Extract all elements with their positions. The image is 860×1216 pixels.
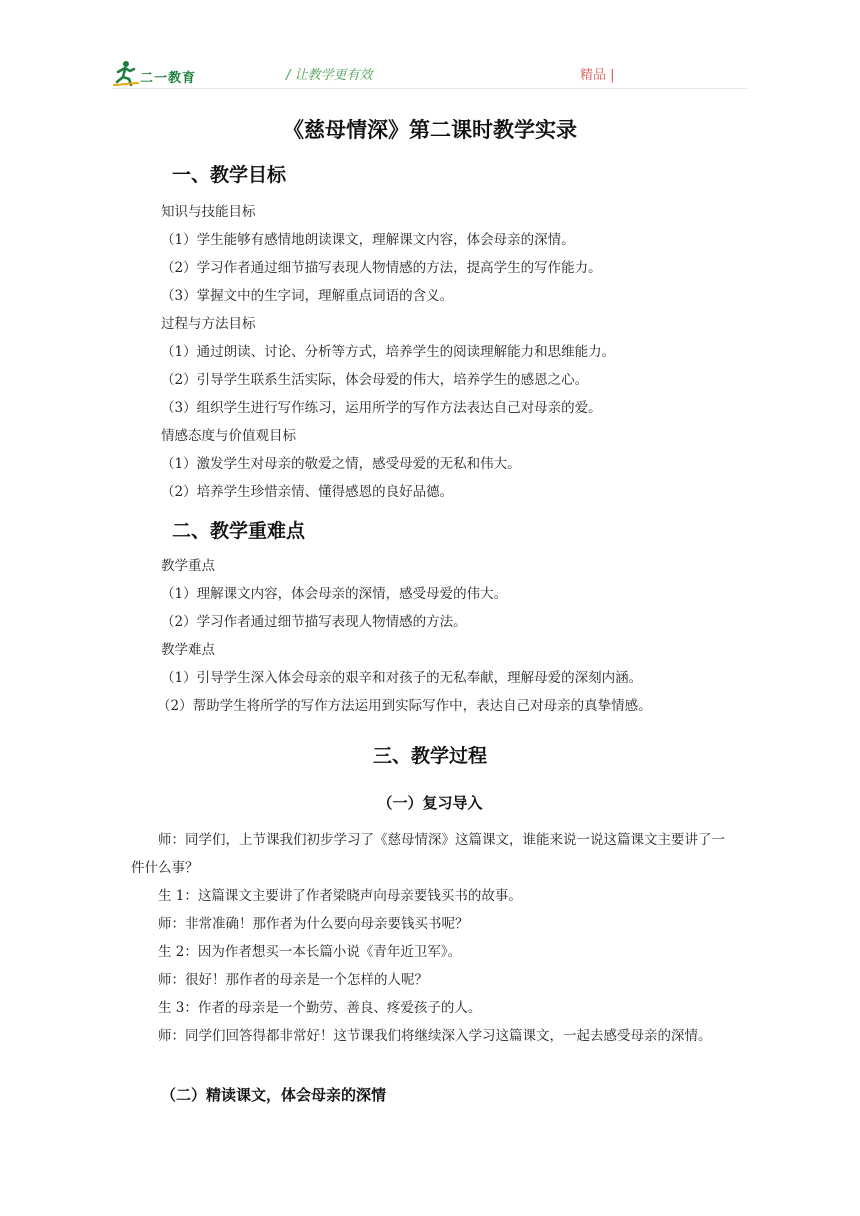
section-heading-process: 三、教学过程 bbox=[372, 745, 487, 767]
dialogue-line: 师：同学们，上节课我们初步学习了《慈母情深》这篇课文，谁能来说一说这篇课文主要讲了一件什么事？ bbox=[131, 832, 725, 876]
list-item: （1）激发学生对母亲的敬爱之情，感受母爱的无私和伟大。 bbox=[161, 456, 521, 472]
brand-logo bbox=[112, 58, 208, 88]
list-item: （3）组织学生进行写作练习，运用所学的写作方法表达自己对母亲的爱。 bbox=[161, 400, 602, 416]
subheading-knowledge: 知识与技能目标 bbox=[161, 204, 256, 220]
list-item: （3）掌握文中的生字词，理解重点词语的含义。 bbox=[161, 288, 454, 304]
dialogue-line: 师：非常准确！那作者为什么要向母亲要钱买书呢？ bbox=[158, 916, 469, 932]
header-divider bbox=[112, 88, 748, 89]
dialogue-line: 生 3：作者的母亲是一个勤劳、善良、疼爱孩子的人。 bbox=[158, 1000, 482, 1016]
runner-icon bbox=[112, 58, 142, 88]
list-item: （2）帮助学生将所学的写作方法运用到实际写作中，表达自己对母亲的真挚情感。 bbox=[157, 698, 652, 714]
list-item: （2）引导学生联系生活实际，体会母爱的伟大，培养学生的感恩之心。 bbox=[161, 372, 589, 388]
dialogue-line: 师：同学们回答得都非常好！这节课我们将继续深入学习这篇课文，一起去感受母亲的深情。 bbox=[158, 1028, 712, 1044]
subheading-process: 过程与方法目标 bbox=[161, 316, 256, 332]
subheading-difficult: 教学难点 bbox=[161, 642, 215, 658]
subheading-key: 教学重点 bbox=[161, 558, 215, 574]
list-item: （2）学习作者通过细节描写表现人物情感的方法，提高学生的写作能力。 bbox=[161, 260, 602, 276]
dialogue-line: 生 2：因为作者想买一本长篇小说《青年近卫军》。 bbox=[158, 944, 462, 960]
list-item: （1）引导学生深入体会母亲的艰辛和对孩子的无私奉献，理解母爱的深刻内涵。 bbox=[161, 670, 643, 686]
list-item: （2）培养学生珍惜亲情、懂得感恩的良好品德。 bbox=[161, 484, 454, 500]
page-header bbox=[0, 56, 860, 92]
part-heading-review: （一）复习导入 bbox=[377, 794, 483, 812]
part-heading-close-reading: （二）精读课文，体会母亲的深情 bbox=[161, 1086, 387, 1104]
list-item: （1）通过朗读、讨论、分析等方式，培养学生的阅读理解能力和思维能力。 bbox=[161, 344, 616, 360]
list-item: （1）学生能够有感情地朗读课文，理解课文内容，体会母亲的深情。 bbox=[161, 232, 575, 248]
subheading-values: 情感态度与价值观目标 bbox=[161, 428, 296, 444]
list-item: （2）学习作者通过细节描写表现人物情感的方法。 bbox=[161, 614, 467, 630]
header-slogan: / 让教学更有效 bbox=[286, 68, 373, 83]
dialogue-line: 生 1：这篇课文主要讲了作者梁晓声向母亲要钱买书的故事。 bbox=[158, 888, 522, 904]
document-title: 《慈母情深》第二课时教学实录 bbox=[283, 117, 577, 142]
quality-badge: 精品 | bbox=[580, 68, 615, 83]
logo-text: 二一教育 bbox=[140, 71, 197, 86]
list-item: （1）理解课文内容，体会母亲的深情，感受母爱的伟大。 bbox=[161, 586, 508, 602]
section-heading-objectives: 一、教学目标 bbox=[172, 164, 287, 186]
section-heading-key-points: 二、教学重难点 bbox=[172, 520, 306, 542]
dialogue-line: 师：很好！那作者的母亲是一个怎样的人呢？ bbox=[158, 972, 428, 988]
